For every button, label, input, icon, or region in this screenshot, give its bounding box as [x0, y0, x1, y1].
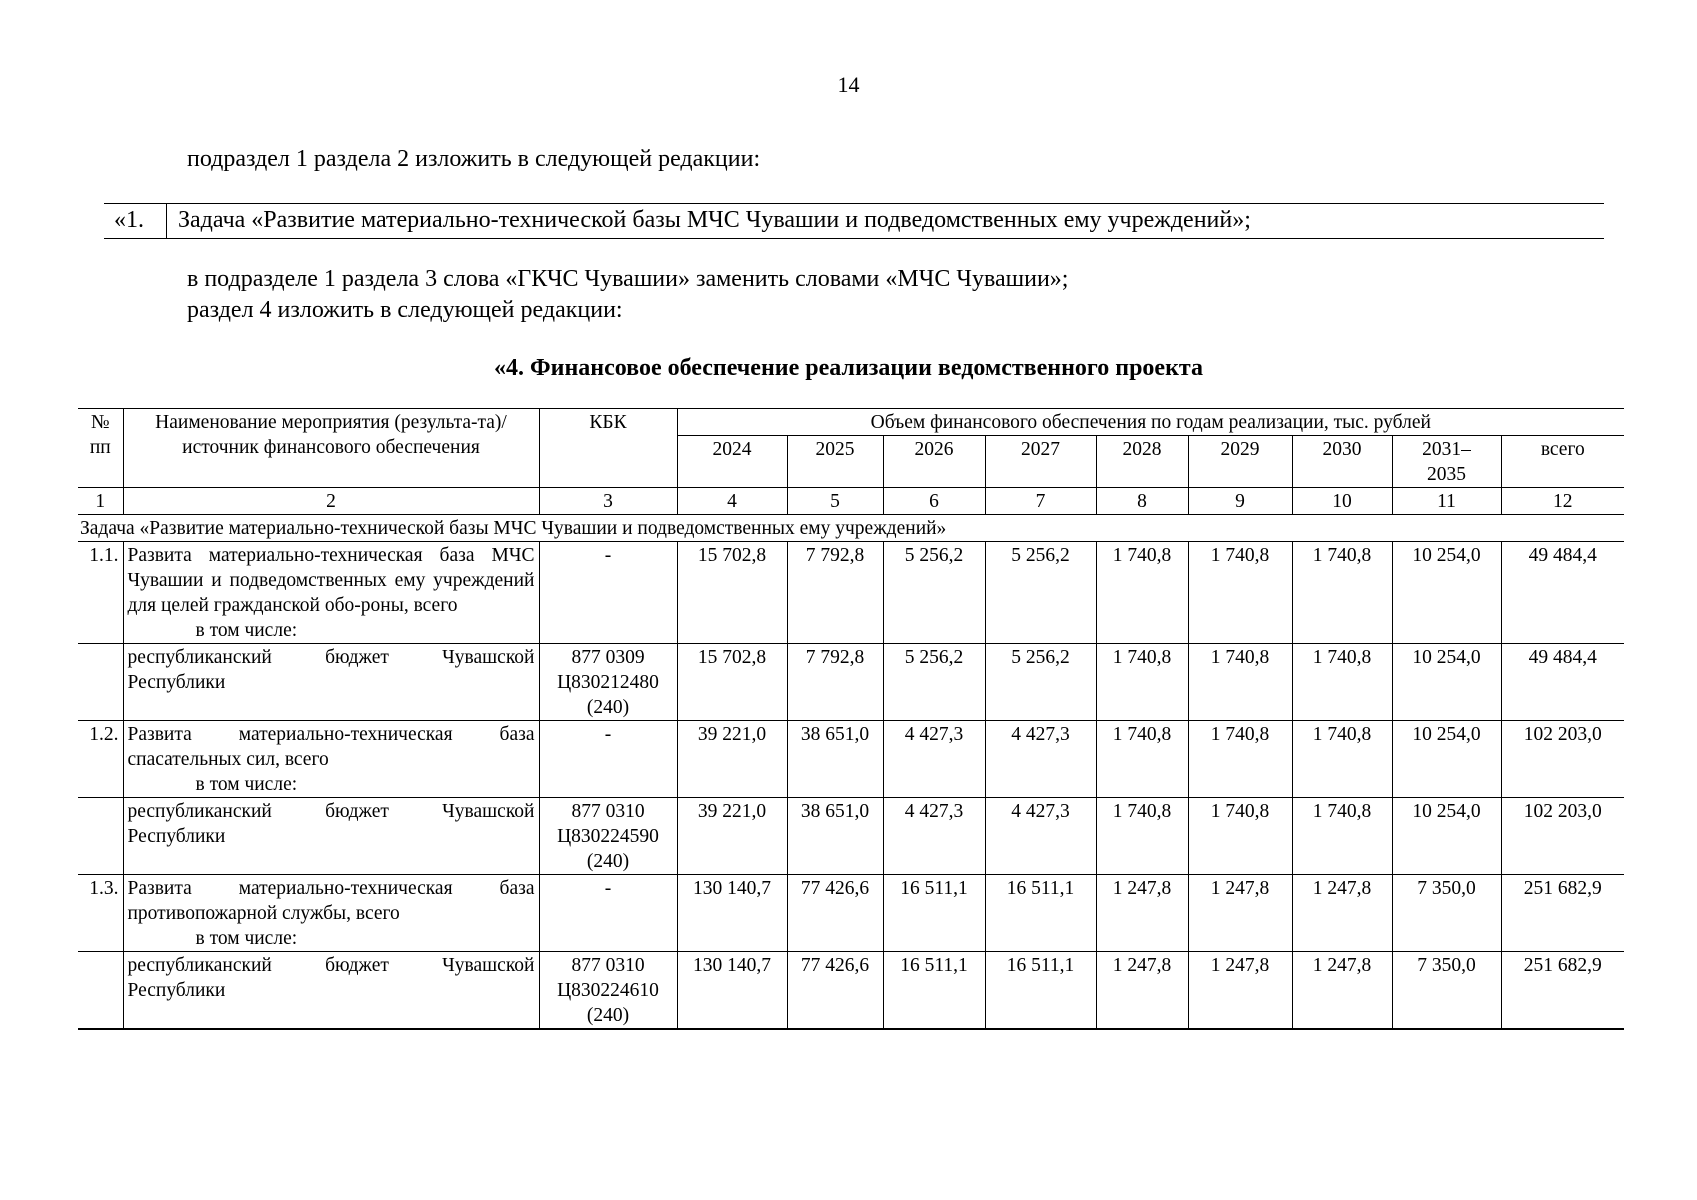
column-number: 6 — [883, 488, 985, 515]
value-cell: 1 247,8 — [1188, 875, 1292, 952]
header-year: 2025 — [787, 436, 883, 488]
column-number: 5 — [787, 488, 883, 515]
value-cell: 1 740,8 — [1188, 644, 1292, 721]
column-number: 3 — [539, 488, 677, 515]
source-kbk-line: 877 0310 — [571, 801, 645, 822]
row-name — [123, 542, 539, 644]
column-number: 2 — [123, 488, 539, 515]
row-kbk: - — [539, 542, 677, 644]
column-number: 9 — [1188, 488, 1292, 515]
source-kbk — [539, 644, 677, 721]
column-number: 8 — [1096, 488, 1188, 515]
header-year: 2027 — [985, 436, 1096, 488]
value-cell: 1 247,8 — [1096, 952, 1188, 1030]
value-cell: 7 350,0 — [1392, 952, 1501, 1030]
value-cell-total: 102 203,0 — [1501, 798, 1624, 875]
intro-paragraph: подраздел 1 раздела 2 изложить в следующей редакции: — [187, 146, 761, 172]
value-cell: 4 427,3 — [883, 798, 985, 875]
source-kbk-line: Ц830224610 — [557, 980, 659, 1001]
value-cell: 10 254,0 — [1392, 721, 1501, 798]
row-kbk: - — [539, 721, 677, 798]
source-kbk-line: (240) — [586, 851, 630, 872]
value-cell: 7 792,8 — [787, 644, 883, 721]
financing-table — [78, 408, 1624, 1030]
value-cell: 39 221,0 — [677, 798, 787, 875]
value-cell: 5 256,2 — [985, 542, 1096, 644]
row-name-text: Развита материально-техническая база спасательных сил, всего — [127, 724, 535, 770]
row-name — [123, 721, 539, 798]
row-number: 1.2. — [78, 721, 123, 798]
header-year: 2030 — [1292, 436, 1392, 488]
value-cell-total: 251 682,9 — [1501, 875, 1624, 952]
value-cell: 1 740,8 — [1096, 644, 1188, 721]
value-cell: 16 511,1 — [883, 952, 985, 1030]
source-kbk — [539, 952, 677, 1030]
value-cell: 1 740,8 — [1292, 542, 1392, 644]
value-cell: 16 511,1 — [883, 875, 985, 952]
row-number: 1.1. — [78, 542, 123, 644]
value-cell: 77 426,6 — [787, 952, 883, 1030]
value-cell: 1 740,8 — [1096, 721, 1188, 798]
in-that-number-label: в том числе: — [195, 928, 298, 949]
header-volume: Объем финансового обеспечения по годам реализации, тыс. рублей — [677, 409, 1624, 436]
value-cell: 38 651,0 — [787, 721, 883, 798]
value-cell: 7 350,0 — [1392, 875, 1501, 952]
source-kbk-line: (240) — [586, 1005, 630, 1026]
value-cell-total: 251 682,9 — [1501, 952, 1624, 1030]
source-kbk-line: (240) — [586, 697, 630, 718]
value-cell: 10 254,0 — [1392, 798, 1501, 875]
value-cell: 4 427,3 — [985, 721, 1096, 798]
column-number: 11 — [1392, 488, 1501, 515]
header-kbk: КБК — [539, 409, 677, 488]
row-number-empty — [78, 644, 123, 721]
value-cell: 1 740,8 — [1188, 798, 1292, 875]
header-row — [78, 409, 1624, 436]
value-cell: 1 247,8 — [1292, 875, 1392, 952]
header-year: 2026 — [883, 436, 985, 488]
task-line-box — [104, 203, 1604, 239]
value-cell: 5 256,2 — [883, 644, 985, 721]
task-line-separator — [166, 204, 167, 238]
page-number: 14 — [837, 72, 860, 97]
column-number: 4 — [677, 488, 787, 515]
value-cell: 1 247,8 — [1292, 952, 1392, 1030]
source-name: республиканский бюджет Чувашской Республики — [123, 798, 539, 875]
value-cell: 77 426,6 — [787, 875, 883, 952]
replacement-paragraph: в подразделе 1 раздела 3 слова «ГКЧС Чувашии» заменить словами «МЧС Чувашии»; — [187, 266, 1069, 292]
value-cell: 1 740,8 — [1188, 721, 1292, 798]
source-kbk — [539, 798, 677, 875]
table-row-source — [78, 952, 1624, 1030]
section-redaction-paragraph: раздел 4 изложить в следующей редакции: — [187, 297, 623, 323]
value-cell: 7 792,8 — [787, 542, 883, 644]
column-number: 12 — [1501, 488, 1624, 515]
value-cell: 1 247,8 — [1096, 875, 1188, 952]
value-cell: 10 254,0 — [1392, 644, 1501, 721]
in-that-number-label: в том числе: — [195, 620, 298, 641]
value-cell: 5 256,2 — [985, 644, 1096, 721]
header-year: 2029 — [1188, 436, 1292, 488]
header-year-range: 2031–2035 — [1392, 436, 1501, 488]
value-cell: 1 740,8 — [1292, 798, 1392, 875]
table-row-source — [78, 644, 1624, 721]
value-cell-total: 49 484,4 — [1501, 542, 1624, 644]
source-name: республиканский бюджет Чувашской Республики — [123, 644, 539, 721]
table-row — [78, 875, 1624, 952]
task-row-text: Задача «Развитие материально-технической базы МЧС Чувашии и подведомственных ему учреждений» — [78, 515, 1624, 542]
column-number: 1 — [78, 488, 123, 515]
task-line-text: Задача «Развитие материально-технической базы МЧС Чувашии и подведомственных ему учреждений»; — [178, 207, 1251, 233]
source-kbk-line: 877 0309 — [571, 647, 645, 668]
value-cell-total: 102 203,0 — [1501, 721, 1624, 798]
row-number: 1.3. — [78, 875, 123, 952]
table-row-source — [78, 798, 1624, 875]
value-cell: 15 702,8 — [677, 644, 787, 721]
row-name-text: Развита материально-техническая база противопожарной службы, всего — [127, 878, 535, 924]
value-cell: 130 140,7 — [677, 875, 787, 952]
column-number: 7 — [985, 488, 1096, 515]
source-kbk-line: 877 0310 — [571, 955, 645, 976]
value-cell: 1 740,8 — [1188, 542, 1292, 644]
value-cell: 1 740,8 — [1292, 721, 1392, 798]
header-total: всего — [1501, 436, 1624, 488]
column-number: 10 — [1292, 488, 1392, 515]
value-cell: 1 740,8 — [1292, 644, 1392, 721]
header-num: № пп — [78, 409, 123, 488]
column-number-row — [78, 488, 1624, 515]
value-cell: 5 256,2 — [883, 542, 985, 644]
table-row — [78, 542, 1624, 644]
value-cell: 38 651,0 — [787, 798, 883, 875]
section-title: «4. Финансовое обеспечение реализации ведомственного проекта — [494, 355, 1203, 381]
table-row — [78, 721, 1624, 798]
value-cell: 39 221,0 — [677, 721, 787, 798]
row-name — [123, 875, 539, 952]
row-name-text: Развита материально-техническая база МЧС Чувашии и подведомственных ему учреждений для целей гражданской обо-роны, всего — [127, 545, 535, 616]
row-kbk: - — [539, 875, 677, 952]
in-that-number-label: в том числе: — [195, 774, 298, 795]
row-number-empty — [78, 798, 123, 875]
value-cell: 1 247,8 — [1188, 952, 1292, 1030]
source-kbk-line: Ц830224590 — [557, 826, 659, 847]
value-cell-total: 49 484,4 — [1501, 644, 1624, 721]
header-name: Наименование мероприятия (результа-та)/источник финансового обеспечения — [123, 409, 539, 488]
value-cell: 16 511,1 — [985, 875, 1096, 952]
header-year: 2028 — [1096, 436, 1188, 488]
task-line-number: «1. — [114, 207, 144, 233]
value-cell: 4 427,3 — [985, 798, 1096, 875]
value-cell: 10 254,0 — [1392, 542, 1501, 644]
header-year: 2024 — [677, 436, 787, 488]
source-kbk-line: Ц830212480 — [557, 672, 659, 693]
row-number-empty — [78, 952, 123, 1030]
value-cell: 4 427,3 — [883, 721, 985, 798]
value-cell: 130 140,7 — [677, 952, 787, 1030]
task-row — [78, 515, 1624, 542]
source-name: республиканский бюджет Чувашской Республики — [123, 952, 539, 1030]
value-cell: 16 511,1 — [985, 952, 1096, 1030]
value-cell: 1 740,8 — [1096, 542, 1188, 644]
value-cell: 1 740,8 — [1096, 798, 1188, 875]
value-cell: 15 702,8 — [677, 542, 787, 644]
